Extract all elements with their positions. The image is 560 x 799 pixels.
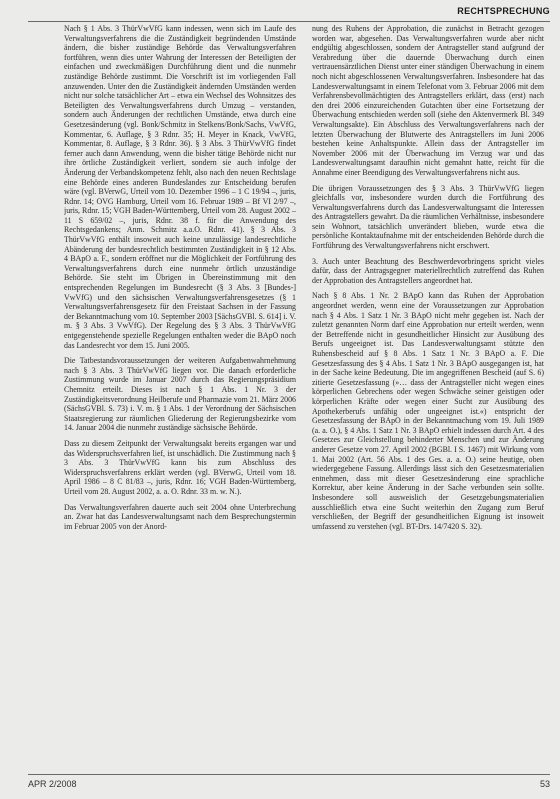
paragraph: Die übrigen Voraussetzungen des § 3 Abs. 3 ThürVwVfG liegen gleichfalls vor, insbesondere wurden durch die Fortführung des Verwaltungsverfahrens durch das Landesverwaltungsamt die Interessen des Antragstellers gewahrt. Da die räumlichen Verhältnisse, insbesondere sein Wohnort, tatsächlich unverändert blieben, wurde etwa die persönliche Kontaktaufnahme mit der entscheidenden Behörde durch die Fortführung des Verwaltungsverfahrens nicht erschwert. (312, 183, 544, 251)
paragraph: Das Verwaltungsverfahren dauerte auch seit 2004 ohne Unterbrechung an. Zwar hat das Landesverwaltungsamt nach dem Besprechungstermin im Februar 2005 von der Anord- (64, 502, 296, 531)
right-column (312, 24, 544, 784)
paragraph: nung des Ruhens der Approbation, die zunächst in Betracht gezogen worden war, abgesehen. Das Verwaltungsverfahren wurde aber nicht endgültig abgeschlossen, sondern der Antragsteller stand aufgrund der Verabredung über die dauernde Überwachung durch einen vertrauensärztlichen Dienst unter einer ständigen Überwachung in einem noch nicht abgeschlossenen Verwaltungsverfahren. Insbesondere hat das Landesverwaltungsamt in einem Telefonat vom 3. Februar 2006 mit dem Verfahrensbevollmächtigten des Antragstellers erklärt, dass (erst) nach den drei 2006 einzureichenden Gutachten über eine Fortsetzung der Überwachung entschieden werden soll (siehe den Aktenvermerk Bl. 349 Verwaltungsakte). Ein Abschluss des Verwaltungsverfahrens nach der letzten Überwachung der Blutwerte des Antragstellers im Juni 2006 bestehen keine Anhaltspunkte. Allein dass der Antragsteller im November 2006 mit der Überwachung im Verzug war und das Landesverwaltungsamt daraufhin nicht gemahnt hatte, reicht für die Annahme einer Beendigung des Verwaltungsverfahrens nicht aus. (312, 24, 544, 177)
journal-issue: APR 2/2008 (28, 779, 77, 789)
paragraph: Nach § 8 Abs. 1 Nr. 2 BApO kann das Ruhen der Approbation angeordnet werden, wenn eine der Voraussetzungen zur Approbation nach § 4 Abs. 1 Satz 1 Nr. 3 BApO nicht mehr gegeben ist. Nach der zuletzt genannten Norm darf eine Approbation nur erteilt werden, wenn der Betreffende nicht in gesundheitlicher Hinsicht zur Ausübung des Berufs ungeeignet ist. Das Landesverwaltungsamt stützte den Ruhensbescheid auf § 8 Abs. 1 Satz 1 Nr. 3 BApO a. F. Die Gesetzesfassung des § 4 Abs. 1 Satz 1 Nr. 3 BApO ausgegangen ist, hat in der Sache keine Bedeutung. Die im angegriffenen Bescheid (auf S. 6) zitierte Gesetzesfassung (»… dass der Antragsteller nicht wegen eines körperlichen Gebrechens oder wegen Schwäche seiner geistigen oder körperlichen Kräfte oder wegen einer Sucht zur Ausübung des Apothekerberufs unfähig oder ungeeignet ist.«) entspricht der Gesetzesfassung der BApO in der Bekanntmachung vom 19. Juli 1989 (a. a. O.), § 4 Abs. 1 Satz 1 Nr. 3 BApO erhielt indessen durch Art. 4 des Gesetzes zur Gleichstellung behinderter Menschen und zur Änderung anderer Gesetze vom 27. April 2002 (BGBl. I S. 1467) mit Wirkung vom 1. Mai 2002 (Art. 56 Abs. 1 des Ges. a. a. O.) seine heutige, oben wiedergegebene Fassung. Allerdings lässt sich den Gesetzesmaterialien entnehmen, dass mit dieser Gesetzesänderung eine sprachliche Korrektur, aber keine Änderung in der Sache verbunden sein sollte. Insbesondere soll ausweislich der Gesetzgebungsmaterialien ausschließlich etwa eine Sucht weiterhin den Zugang zum Beruf verschließen, der Begriff der gesundheitlichen Eignung ist insoweit umfassend zu verstehen (vgl. BT-Drs. 14/7420 S. 32). (312, 291, 544, 531)
paragraph: 3. Auch unter Beachtung des Beschwerdevorbringens spricht vieles dafür, dass der Antragsgegner materiellrechtlich zutreffend das Ruhen der Approbation des Antragstellers angeordnet hat. (312, 256, 544, 285)
footer-rule (28, 774, 550, 775)
page-number: 53 (539, 779, 550, 789)
left-column (64, 24, 296, 771)
header-rule (28, 21, 550, 22)
paragraph: Dass zu diesem Zeitpunkt der Verwaltungsakt bereits ergangen war und das Widerspruchsverfahren lief, ist unschädlich. Die Zustimmung nach § 3 Abs. 3 ThürVwVfG kann bis zum Abschluss des Widerspruchsverfahrens erklärt werden (vgl. BVerwG, Urteil vom 18. April 1986 – 8 C 81/83 –, juris, Rdnr. 16; VGH Baden-Württemberg, Urteil vom 28. August 2002, a. a. O. Rdnr. 33 m. w. N.). (64, 438, 296, 496)
section-label: RECHTSPRECHUNG (457, 6, 550, 16)
paragraph: Die Tatbestandsvoraussetzungen der weiteren Aufgabenwahrnehmung nach § 3 Abs. 3 ThürVwVfG liegen vor. Die danach erforderliche Zustimmung wurde im Januar 2007 durch das Regierungspräsidium Chemnitz erteilt. Dieses ist nach § 1 Abs. 1 Nr. 3 der Zuständigkeitsverordnung Heilberufe und Pharmazie vom 21. März 2006 (SächsGVBl. S. 73) i. V. m. § 1 Abs. 1 der Verordnung der Sächsischen Staatsregierung zur räumlichen Gliederung der Regierungsbezirke vom 14. Januar 2004 die nunmehr zuständige sächsische Behörde. (64, 356, 296, 433)
paragraph: Nach § 1 Abs. 3 ThürVwVfG kann indessen, wenn sich im Laufe des Verwaltungsverfahrens die die Zuständigkeit begründenden Umstände ändern, die bisher zuständige Behörde das Verwaltungsverfahren fortführen, wenn dies unter Wahrung der Interessen der Beteiligten der einfachen und zweckmäßigen Durchführung dient und die nunmehr zuständige Behörde zustimmt. Die Vorschrift ist im vorliegenden Fall anzuwenden. Unter den die Zuständigkeit ändernden Umständen werden nicht nur solche tatsächlicher Art – etwa ein Wechsel des Wohnsitzes des Beteiligten des Verwaltungsverfahrens durch Umzug – verstanden, sondern auch Änderungen der rechtlichen Umstände, etwa durch eine Gesetzesänderung (vgl. Bonk/Schmitz in Stelkens/Bonk/Sachs, VwVfG, Kommentar, 6. Auflage, § 3 Rdnr. 35; H. Meyer in Knack, VwVfG, Kommentar, 8. Auflage, § 3 Rdnr. 36). § 3 Abs. 3 ThürVwVfG findet ferner auch dann Anwendung, wenn die bisher tätige Behörde nicht nur ihre örtliche Zuständigkeit verliert, sondern sie auch infolge der Änderung der Verbandskompetenz fehlt, also nach den neuen Rechtslage eine Behörde eines anderen Bundeslandes zur Entscheidung berufen wäre (vgl. BVerwG, Urteil vom 10. Dezember 1996 – 1 C 19/94 –, juris, Rdnr. 14; OVG Hamburg, Urteil vom 16. Februar 1989 – Bf VI 2/97 –, juris, Rdnr. 15; VGH Baden-Württemberg, Urteil vom 28. August 2002 – 11 S 659/02 –, juris, Rdnr. 38 f. für die Anwendung des Rechtsgedankens; Anm. Schmitz a.a.O. Rdnr. 41). § 3 Abs. 3 ThürVwVfG enthält insoweit auch keine unzulässige landesrechtliche Abänderung der bundesrechtlich bestimmten Zuständigkeit in § 12 Abs. 4 BApO a. F., sondern eröffnet nur die Möglichkeit der Fortführung des Verwaltungsverfahrens durch eine nunmehr örtlich unzuständige Behörde. Sie steht im Übrigen in Übereinstimmung mit den entsprechenden Regelungen im Bundesrecht (§ 3 Abs. 3 [Bundes-] VwVfG) und den sächsischen Verwaltungsverfahrensgesetzes (§ 1 Verwaltungsverfahrensgesetz für den Freistaat Sachsen in der Fassung der Bekanntmachung vom 10. September 2003 [SächsGVBl. S. 614] i. V. m. § 3 Abs. 3 VwVfG). Der Regelung des § 3 Abs. 3 ThürVwVfG entgegenstehende spezielle Regelungen enthalten weder die BApO noch das Landesrecht vor dem 15. Juni 2005. (64, 24, 296, 350)
